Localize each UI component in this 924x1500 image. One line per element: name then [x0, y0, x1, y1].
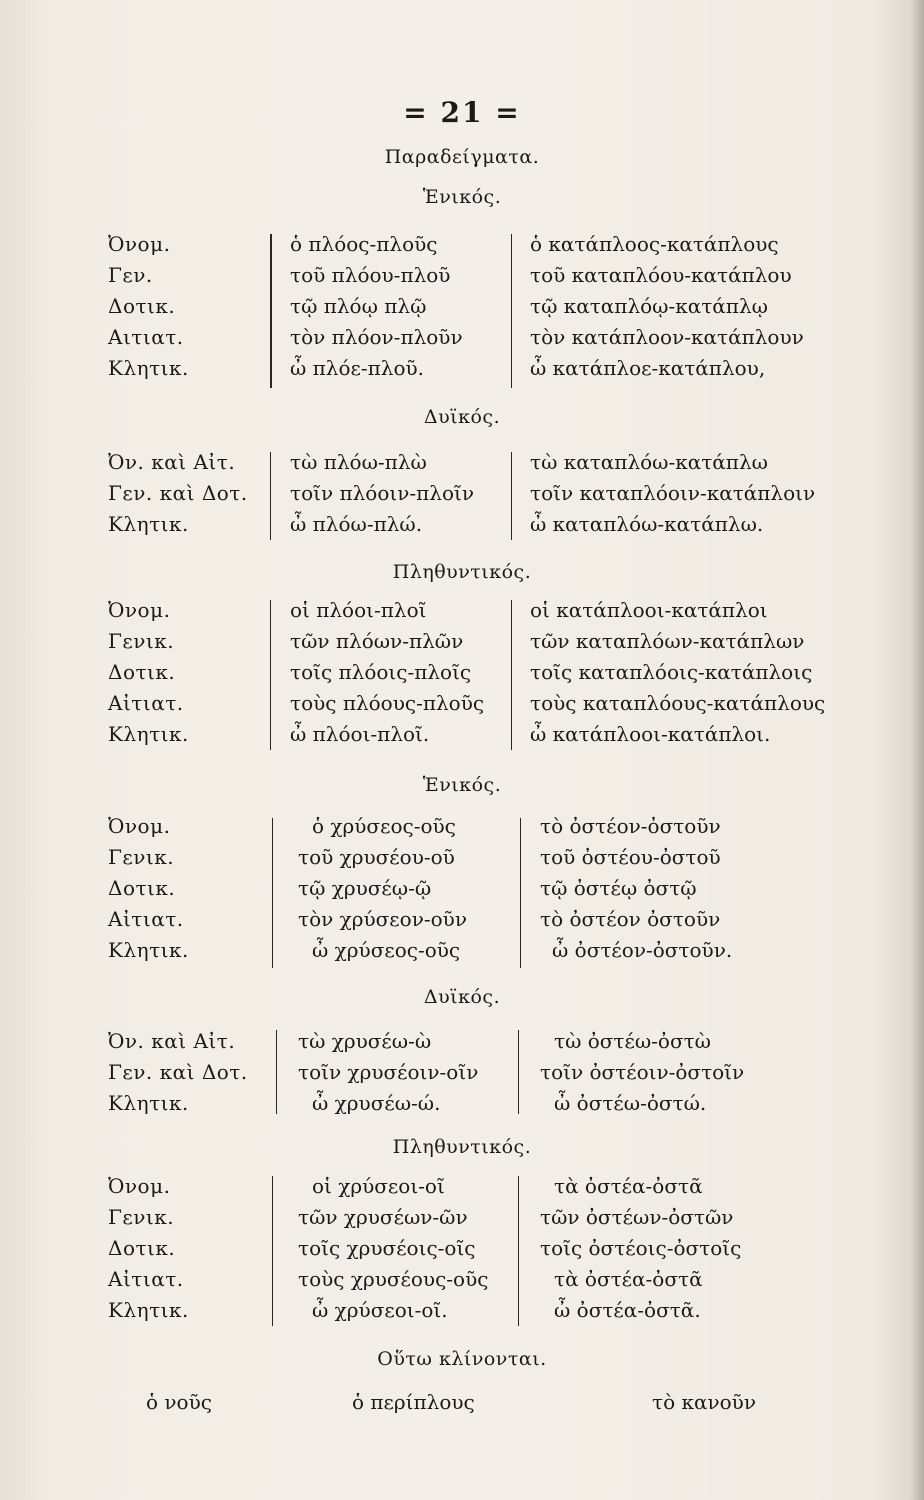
form-kataplous: τοῖς καταπλόοις-κατάπλοις — [530, 660, 813, 684]
case-label: Γενικ. — [108, 629, 175, 653]
case-label: Κλητικ. — [108, 356, 189, 380]
form-plous: ὦ πλόε-πλοῦ. — [290, 356, 425, 380]
form-plous: τοῦ πλόου-πλοῦ — [290, 263, 451, 287]
footer-word: ὁ περίπλους — [352, 1390, 475, 1414]
page-title: Παραδείγματα. — [384, 146, 540, 168]
form-plous: τὸν πλόον-πλοῦν — [290, 325, 463, 349]
section-heading-singular-2: Ἑνικός. — [422, 774, 502, 796]
form-osteon: τοῦ ὀστέου-ὀστοῦ — [540, 845, 721, 869]
form-chryseos: οἱ χρύσεοι-οῖ — [312, 1174, 445, 1198]
table-row — [0, 598, 924, 628]
form-kataplous: ὦ καταπλόω-κατάπλω. — [530, 512, 764, 536]
table-row — [0, 325, 924, 355]
table-row — [0, 722, 924, 752]
case-label: Κλητικ. — [108, 512, 189, 536]
form-chryseos: τοὺς χρυσέους-οῦς — [298, 1267, 489, 1291]
form-kataplous: ὦ κατάπλοοι-κατάπλοι. — [530, 722, 771, 746]
form-osteon: τὼ ὀστέω-ὀστὼ — [554, 1029, 711, 1053]
table-row — [0, 1298, 924, 1328]
form-osteon: τοῖν ὀστέοιν-ὀστοῖν — [540, 1060, 745, 1084]
case-label: Δοτικ. — [108, 876, 176, 900]
case-label: Αἰτιατ. — [108, 691, 184, 715]
form-plous: τοῖς πλόοις-πλοῖς — [290, 660, 472, 684]
form-chryseos: ὦ χρύσεος-οῦς — [312, 938, 461, 962]
form-osteon: τοῖς ὀστέοις-ὀστοῖς — [540, 1236, 742, 1260]
form-plous: ὦ πλόω-πλώ. — [290, 512, 423, 536]
table-row — [0, 907, 924, 937]
form-osteon: τῷ ὀστέῳ ὀστῷ — [540, 876, 697, 900]
form-kataplous: τὼ καταπλόω-κατάπλω — [530, 450, 768, 474]
table-row — [0, 1029, 924, 1059]
form-plous: ὁ πλόος-πλοῦς — [290, 232, 438, 256]
form-kataplous: τὸν κατάπλοον-κατάπλουν — [530, 325, 804, 349]
case-label: Δοτικ. — [108, 1236, 176, 1260]
case-label: Γεν. καὶ Δοτ. — [108, 1060, 248, 1084]
form-kataplous: τοὺς καταπλόους-κατάπλους — [530, 691, 826, 715]
form-chryseos: τοῖς χρυσέοις-οῖς — [298, 1236, 476, 1260]
case-label: Κλητικ. — [108, 1298, 189, 1322]
table-row — [0, 356, 924, 386]
form-osteon: τὰ ὀστέα-ὀστᾶ — [554, 1174, 703, 1198]
form-plous: τοῖν πλόοιν-πλοῖν — [290, 481, 474, 505]
form-kataplous: τοῖν καταπλόοιν-κατάπλοιν — [530, 481, 816, 505]
form-chryseos: ὁ χρύσεος-οῦς — [312, 814, 456, 838]
case-label: Δοτικ. — [108, 660, 176, 684]
form-osteon: τὸ ὀστέον ὀστοῦν — [540, 907, 721, 931]
table-row — [0, 512, 924, 542]
form-plous: οἱ πλόοι-πλοῖ — [290, 598, 427, 622]
case-label: Γεν. — [108, 263, 153, 287]
table-row — [0, 263, 924, 293]
table-row — [0, 1091, 924, 1121]
table-row — [0, 814, 924, 844]
form-chryseos: ὦ χρυσέω-ώ. — [312, 1091, 441, 1115]
case-label: Ὀνομ. — [108, 814, 171, 838]
table-row — [0, 876, 924, 906]
case-label: Κλητικ. — [108, 722, 189, 746]
form-kataplous: ὦ κατάπλοε-κατάπλου, — [530, 356, 766, 380]
case-label: Γενικ. — [108, 1205, 175, 1229]
form-chryseos: ὦ χρύσεοι-οῖ. — [312, 1298, 448, 1322]
form-chryseos: τὸν χρύσεον-οῦν — [298, 907, 467, 931]
form-plous: τὼ πλόω-πλὼ — [290, 450, 427, 474]
page-number: = 21 = — [403, 96, 521, 129]
case-label: Κλητικ. — [108, 938, 189, 962]
footer-word: τὸ κανοῦν — [652, 1390, 756, 1414]
form-kataplous: οἱ κατάπλοοι-κατάπλοι — [530, 598, 768, 622]
case-label: Γεν. καὶ Δοτ. — [108, 481, 248, 505]
table-row — [0, 629, 924, 659]
form-plous: τῷ πλόῳ πλῷ — [290, 294, 427, 318]
table-row — [0, 1267, 924, 1297]
table-row — [0, 294, 924, 324]
form-chryseos: τῷ χρυσέῳ-ῷ — [298, 876, 432, 900]
table-row — [0, 232, 924, 262]
form-osteon: τῶν ὀστέων-ὀστῶν — [540, 1205, 734, 1229]
form-chryseos: τοῦ χρυσέου-οῦ — [298, 845, 455, 869]
case-label: Ὀνομ. — [108, 1174, 171, 1198]
table-row — [0, 1205, 924, 1235]
form-osteon: τὰ ὀστέα-ὀστᾶ — [554, 1267, 703, 1291]
table-row — [0, 938, 924, 968]
footer-heading: Οὕτω κλίνονται. — [377, 1348, 547, 1370]
case-label: Κλητικ. — [108, 1091, 189, 1115]
table-row — [0, 691, 924, 721]
section-heading-singular-1: Ἑνικός. — [422, 186, 502, 208]
form-osteon: ὦ ὀστέω-ὀστώ. — [554, 1091, 707, 1115]
form-kataplous: ὁ κατάπλοος-κατάπλους — [530, 232, 779, 256]
case-label: Ὀνομ. — [108, 598, 171, 622]
case-label: Αἰτιατ. — [108, 907, 184, 931]
table-row — [0, 1060, 924, 1090]
section-heading-plural-2: Πληθυντικός. — [392, 1136, 532, 1158]
table-row — [0, 660, 924, 690]
form-chryseos: τῶν χρυσέων-ῶν — [298, 1205, 468, 1229]
case-label: Γενικ. — [108, 845, 175, 869]
table-row — [0, 481, 924, 511]
case-label: Δοτικ. — [108, 294, 176, 318]
form-kataplous: τοῦ καταπλόου-κατάπλου — [530, 263, 792, 287]
form-osteon: τὸ ὀστέον-ὀστοῦν — [540, 814, 721, 838]
case-label: Αιτιατ. — [108, 325, 184, 349]
case-label: Αἰτιατ. — [108, 1267, 184, 1291]
section-heading-dual-2: Δυϊκός. — [423, 986, 501, 1008]
form-kataplous: τῷ καταπλόῳ-κατάπλῳ — [530, 294, 768, 318]
form-chryseos: τοῖν χρυσέοιν-οῖν — [298, 1060, 479, 1084]
footer-word: ὁ νοῦς — [146, 1390, 212, 1414]
section-heading-plural-1: Πληθυντικός. — [392, 561, 532, 583]
case-label: Ὀν. καὶ Αἰτ. — [108, 1029, 236, 1053]
form-osteon: ὦ ὀστέα-ὀστᾶ. — [554, 1298, 701, 1322]
form-plous: ὦ πλόοι-πλοῖ. — [290, 722, 430, 746]
form-plous: τῶν πλόων-πλῶν — [290, 629, 464, 653]
form-plous: τοὺς πλόους-πλοῦς — [290, 691, 485, 715]
table-row — [0, 1174, 924, 1204]
case-label: Ὀν. καὶ Αἰτ. — [108, 450, 236, 474]
case-label: Ὀνομ. — [108, 232, 171, 256]
form-kataplous: τῶν καταπλόων-κατάπλων — [530, 629, 805, 653]
table-row — [0, 845, 924, 875]
table-row — [0, 450, 924, 480]
form-osteon: ὦ ὀστέον-ὀστοῦν. — [552, 938, 733, 962]
form-chryseos: τὼ χρυσέω-ὼ — [298, 1029, 432, 1053]
section-heading-dual-1: Δυϊκός. — [423, 406, 501, 428]
table-row — [0, 1236, 924, 1266]
